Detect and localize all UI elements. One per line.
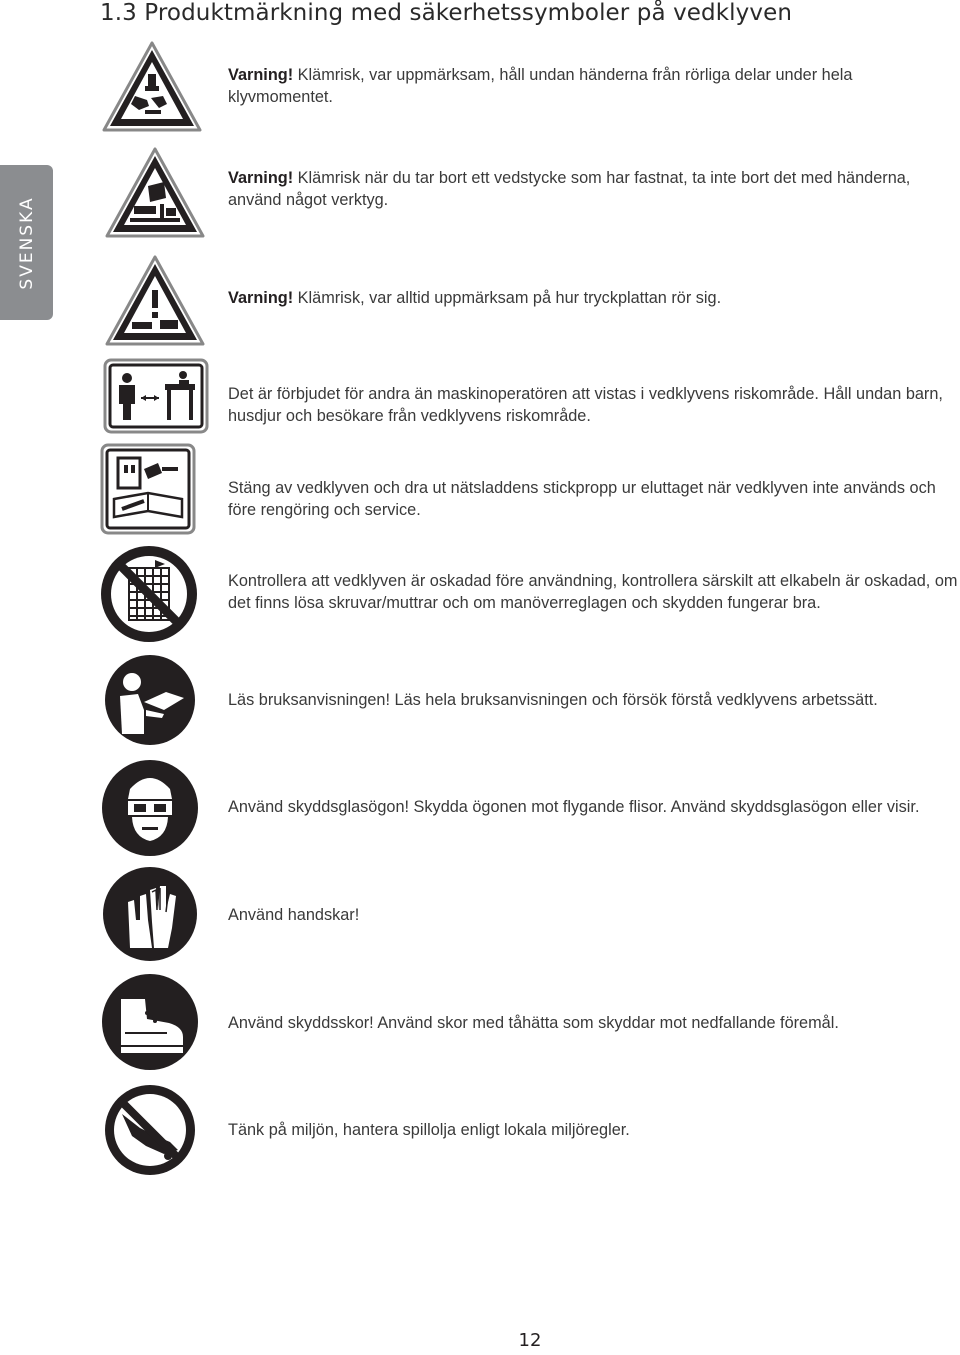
- info-text-7: Läs bruksanvisningen! Läs hela bruksanvisningen och försök förstå vedklyvens arbetssätt.: [228, 691, 878, 709]
- info-text-11: Tänk på miljön, hantera spillolja enligt lokala miljöregler.: [228, 1121, 630, 1139]
- info-text-5: Stäng av vedklyven och dra ut nätsladdens stickpropp ur eluttaget när vedklyven inte används och före rengöring och service.: [228, 479, 936, 519]
- warning-text-1: Varning! Klämrisk, var uppmärksam, håll undan händerna från rörliga delar under hela klyvmomentet.: [228, 66, 853, 106]
- language-side-tab: [0, 165, 53, 320]
- language-side-tab-label: SVENSKA: [16, 195, 37, 290]
- read-manual-icon: [104, 654, 196, 746]
- page-heading: 1.3 Produktmärkning med säkerhetssymboler på vedklyven: [100, 0, 792, 26]
- info-text-6: Kontrollera att vedklyven är oskadad före användning, kontrollera särskilt att elkabeln är oskadad, om det finns lösa skruvar/muttrar och om manöverreglagen och skydden fungerar bra.: [228, 572, 958, 612]
- pinch-hazard-triangle-icon: [101, 40, 203, 134]
- unplug-before-service-icon: [100, 443, 196, 535]
- info-text-4: Det är förbjudet för andra än maskinoperatören att vistas i vedklyvens riskområde. Håll undan barn, husdjur och besökare från vedklyvens riskområde.: [228, 385, 943, 425]
- info-text-10: Använd skyddsskor! Använd skor med tåhätta som skyddar mot nedfallande föremål.: [228, 1014, 839, 1032]
- warning-text-2: Varning! Klämrisk när du tar bort ett vedstycke som har fastnat, ta inte bort det med händerna, använd något verktyg.: [228, 169, 911, 209]
- push-plate-hazard-triangle-icon: [104, 254, 206, 348]
- page-number: 12: [518, 1330, 542, 1351]
- gloves-icon: [102, 866, 198, 962]
- info-text-8: Använd skyddsglasögon! Skydda ögonen mot flygande flisor. Använd skyddsglasögon eller visir.: [228, 798, 920, 816]
- safety-shoes-icon: [101, 973, 199, 1071]
- info-text-9: Använd handskar!: [228, 906, 360, 924]
- check-damage-prohibited-icon: [99, 544, 199, 644]
- warning-text-3: Varning! Klämrisk, var alltid uppmärksam på hur tryckplattan rör sig.: [228, 289, 722, 307]
- keep-distance-icon: [103, 358, 209, 434]
- stuck-log-hazard-triangle-icon: [104, 146, 206, 240]
- safety-goggles-icon: [101, 759, 199, 857]
- no-oil-disposal-icon: [104, 1084, 196, 1176]
